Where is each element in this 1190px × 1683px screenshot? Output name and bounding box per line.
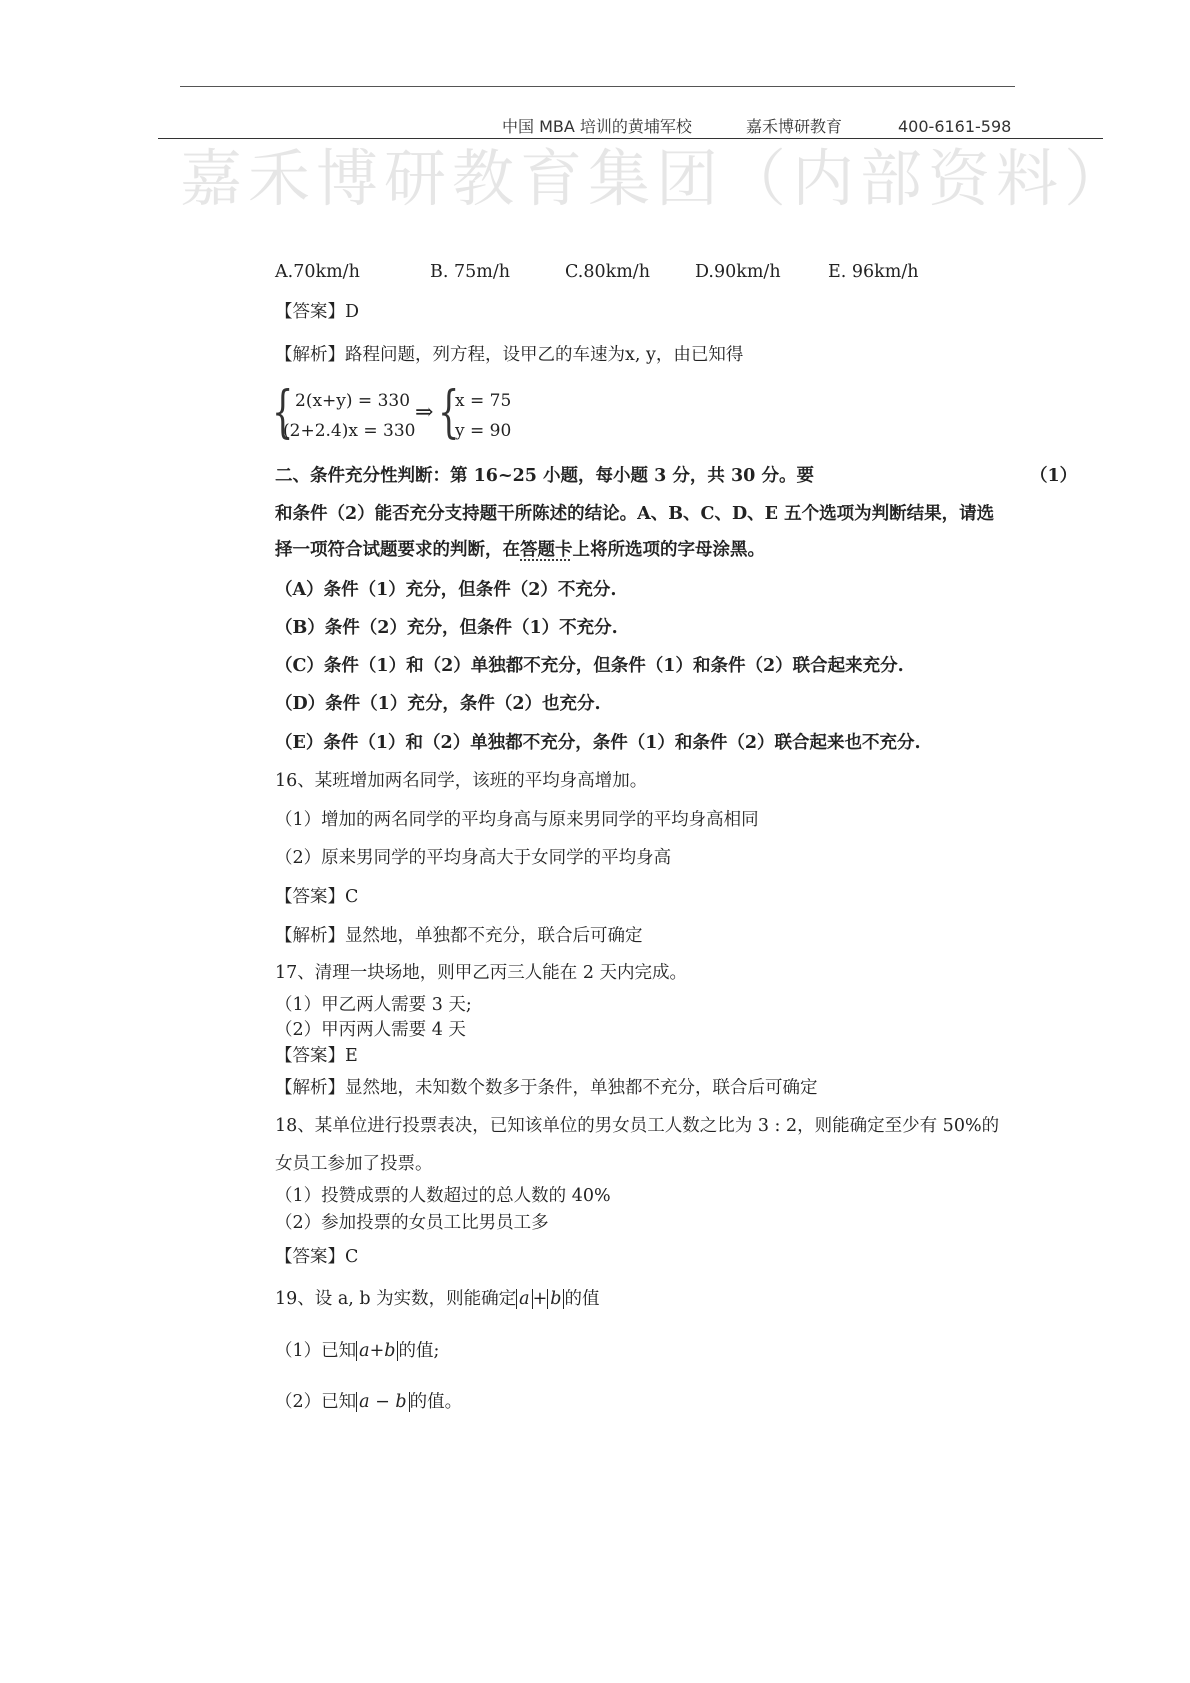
equation-left-1: 2(x+y) = 330 xyxy=(295,391,411,411)
q19-condition-2 xyxy=(275,1390,462,1414)
q16-answer: 【答案】C xyxy=(275,887,359,907)
q18-stem-2: 女员工参加了投票。 xyxy=(275,1154,433,1174)
q15-analysis: 【解析】路程问题，列方程，设甲乙的车速为x, y，由已知得 xyxy=(275,345,744,365)
q19-abs-b: b xyxy=(547,1289,564,1309)
watermark: 嘉禾博研教育集团（内部资料） xyxy=(180,142,1133,215)
q17-answer: 【答案】E xyxy=(275,1046,358,1066)
q19-c1-prefix: （1）已知 xyxy=(275,1341,357,1361)
q19-c1-abs: a+b xyxy=(356,1341,398,1361)
q18-condition-1: （1）投赞成票的人数超过的总人数的 40% xyxy=(275,1186,611,1206)
section2-option-a: （A）条件（1）充分，但条件（2）不充分. xyxy=(275,580,617,600)
section2-line1-end: （1） xyxy=(1030,466,1078,486)
left-brace: { xyxy=(272,380,294,445)
equation-right-1: x = 75 xyxy=(455,391,512,411)
q16-condition-2: （2）原来男同学的平均身高大于女同学的平均身高 xyxy=(275,848,672,868)
section2-option-c: （C）条件（1）和（2）单独都不充分，但条件（1）和条件（2）联合起来充分. xyxy=(275,656,904,676)
q18-stem-1: 18、某单位进行投票表决，已知该单位的男女员工人数之比为 3 : 2，则能确定至少有 50%的 xyxy=(275,1116,1000,1136)
q19-c1-suffix: 的值; xyxy=(398,1341,440,1361)
section2-line3-part3: 上将所选项的字母涂黑。 xyxy=(572,540,765,560)
q19-c2-abs: a − b xyxy=(356,1392,409,1412)
q15-option-d: D.90km/h xyxy=(695,262,781,282)
section2-line3 xyxy=(275,538,765,562)
section2-line1: 二、条件充分性判断：第 16~25 小题，每小题 3 分，共 30 分。要 xyxy=(275,466,814,486)
equation-right-2: y = 90 xyxy=(455,421,512,441)
section2-line3-answer-card: 答题卡 xyxy=(520,540,573,560)
q19-c2-suffix: 的值。 xyxy=(409,1392,463,1412)
q15-option-a: A.70km/h xyxy=(275,262,360,282)
implies-arrow: ⇒ xyxy=(415,400,434,425)
header-school: 中国 MBA 培训的黄埔军校 xyxy=(502,117,692,136)
q18-condition-2: （2）参加投票的女员工比男员工多 xyxy=(275,1213,549,1233)
q16-condition-1: （1）增加的两名同学的平均身高与原来男同学的平均身高相同 xyxy=(275,810,759,830)
q15-option-b: B. 75m/h xyxy=(430,262,511,282)
q17-condition-2: （2）甲丙两人需要 4 天 xyxy=(275,1020,466,1040)
q18-answer: 【答案】C xyxy=(275,1247,359,1267)
section2-option-d: （D）条件（1）充分，条件（2）也充分. xyxy=(275,694,601,714)
section2-option-b: （B）条件（2）充分，但条件（1）不充分. xyxy=(275,618,618,638)
section2-option-e: （E）条件（1）和（2）单独都不充分，条件（1）和条件（2）联合起来也不充分. xyxy=(275,733,921,753)
section2-line3-part1: 择一项符合试题要求的判断，在 xyxy=(275,540,520,560)
q15-answer: 【答案】D xyxy=(275,302,360,322)
q15-option-c: C.80km/h xyxy=(565,262,650,282)
q16-stem: 16、某班增加两名同学，该班的平均身高增加。 xyxy=(275,771,648,791)
q19-abs-a: a xyxy=(516,1289,532,1309)
q15-option-e: E. 96km/h xyxy=(828,262,919,282)
equation-left-2: (2+2.4)x = 330 xyxy=(283,421,416,441)
q19-stem-tail: 的值 xyxy=(564,1289,600,1309)
header-phone: 400-6161-598 xyxy=(898,117,1012,136)
header-org: 嘉禾博研教育 xyxy=(746,117,843,136)
q17-analysis: 【解析】显然地，未知数个数多于条件，单独都不充分，联合后可确定 xyxy=(275,1078,818,1098)
section2-line2: 和条件（2）能否充分支持题干所陈述的结论。A、B、C、D、E 五个选项为判断结果，请选 xyxy=(275,504,995,524)
q19-c2-prefix: （2）已知 xyxy=(275,1392,357,1412)
header-top-rule xyxy=(180,86,1015,87)
q19-stem-text: 19、设 a, b 为实数，则能确定 xyxy=(275,1289,517,1309)
q19-condition-1 xyxy=(275,1339,439,1363)
q19-plus: + xyxy=(532,1289,548,1309)
right-brace: { xyxy=(438,380,460,445)
q16-analysis: 【解析】显然地，单独都不充分，联合后可确定 xyxy=(275,926,643,946)
q17-condition-1: （1）甲乙两人需要 3 天; xyxy=(275,995,472,1015)
q17-stem: 17、清理一块场地，则甲乙丙三人能在 2 天内完成。 xyxy=(275,963,688,983)
q19-stem xyxy=(275,1287,599,1311)
